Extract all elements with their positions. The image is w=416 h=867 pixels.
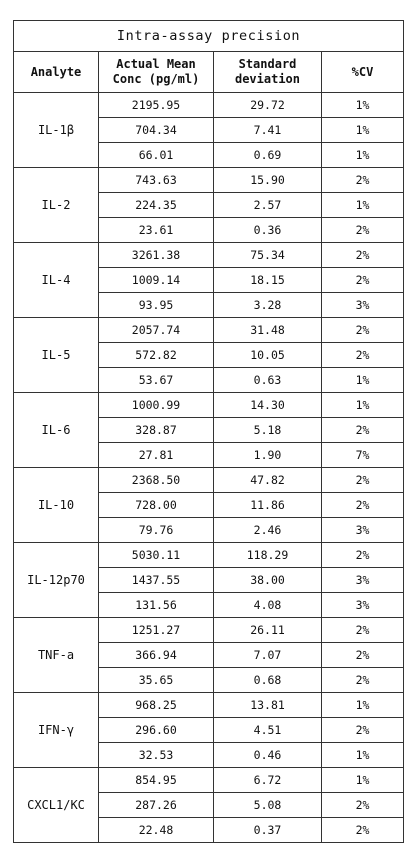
sd-cell: 7.41 [214,118,322,143]
table-row [14,468,404,493]
cv-cell: 3% [322,593,404,618]
sd-cell: 14.30 [214,393,322,418]
header-conc [99,52,214,93]
analyte-cell: IL-6 [14,393,99,468]
cv-cell: 1% [322,93,404,118]
sd-cell: 0.69 [214,143,322,168]
conc-cell: 743.63 [99,168,214,193]
table-row [14,543,404,568]
intra-assay-precision-table [13,20,404,843]
cv-cell: 1% [322,368,404,393]
cv-cell: 2% [322,218,404,243]
sd-cell: 47.82 [214,468,322,493]
cv-cell: 2% [322,643,404,668]
cv-cell: 2% [322,343,404,368]
table-row [14,393,404,418]
sd-cell: 31.48 [214,318,322,343]
table-row [14,768,404,793]
sd-cell: 4.08 [214,593,322,618]
sd-cell: 0.37 [214,818,322,843]
cv-cell: 2% [322,468,404,493]
sd-cell: 0.63 [214,368,322,393]
cv-cell: 1% [322,693,404,718]
table-row [14,693,404,718]
analyte-cell: IL-1β [14,93,99,168]
sd-cell: 18.15 [214,268,322,293]
cv-cell: 1% [322,768,404,793]
cv-cell: 2% [322,818,404,843]
conc-cell: 66.01 [99,143,214,168]
analyte-cell: IL-4 [14,243,99,318]
table-row [14,243,404,268]
conc-cell: 27.81 [99,443,214,468]
cv-cell: 2% [322,618,404,643]
sd-cell: 2.57 [214,193,322,218]
conc-cell: 22.48 [99,818,214,843]
sd-cell: 0.68 [214,668,322,693]
cv-cell: 2% [322,718,404,743]
cv-cell: 2% [322,168,404,193]
header-sd-line2: deviation [234,72,301,86]
cv-cell: 2% [322,268,404,293]
conc-cell: 23.61 [99,218,214,243]
table-row [14,618,404,643]
sd-cell: 118.29 [214,543,322,568]
analyte-cell: IL-10 [14,468,99,543]
table-row [14,318,404,343]
conc-cell: 32.53 [99,743,214,768]
header-analyte: Analyte [14,52,99,93]
sd-cell: 5.18 [214,418,322,443]
sd-cell: 6.72 [214,768,322,793]
table-title: Intra-assay precision [14,21,404,52]
conc-cell: 728.00 [99,493,214,518]
analyte-cell: IL-12p70 [14,543,99,618]
sd-cell: 0.46 [214,743,322,768]
table-title-row [14,21,404,52]
conc-cell: 1251.27 [99,618,214,643]
cv-cell: 1% [322,193,404,218]
conc-cell: 854.95 [99,768,214,793]
cv-cell: 1% [322,118,404,143]
sd-cell: 3.28 [214,293,322,318]
cv-cell: 2% [322,793,404,818]
cv-cell: 2% [322,418,404,443]
precision-table-container [13,20,403,843]
sd-cell: 1.90 [214,443,322,468]
header-cv: %CV [322,52,404,93]
conc-cell: 968.25 [99,693,214,718]
conc-cell: 1437.55 [99,568,214,593]
conc-cell: 2195.95 [99,93,214,118]
sd-cell: 15.90 [214,168,322,193]
cv-cell: 2% [322,243,404,268]
conc-cell: 296.60 [99,718,214,743]
header-sd [214,52,322,93]
conc-cell: 79.76 [99,518,214,543]
sd-cell: 29.72 [214,93,322,118]
sd-cell: 4.51 [214,718,322,743]
sd-cell: 26.11 [214,618,322,643]
header-sd-line1: Standard [238,57,297,71]
sd-cell: 75.34 [214,243,322,268]
cv-cell: 2% [322,668,404,693]
conc-cell: 35.65 [99,668,214,693]
analyte-cell: IFN-γ [14,693,99,768]
sd-cell: 0.36 [214,218,322,243]
sd-cell: 7.07 [214,643,322,668]
conc-cell: 1000.99 [99,393,214,418]
sd-cell: 11.86 [214,493,322,518]
conc-cell: 53.67 [99,368,214,393]
header-conc-line1: Actual Mean [116,57,196,71]
cv-cell: 1% [322,393,404,418]
conc-cell: 2368.50 [99,468,214,493]
cv-cell: 3% [322,293,404,318]
analyte-cell: TNF-a [14,618,99,693]
table-row [14,93,404,118]
sd-cell: 38.00 [214,568,322,593]
conc-cell: 287.26 [99,793,214,818]
cv-cell: 7% [322,443,404,468]
cv-cell: 2% [322,493,404,518]
cv-cell: 2% [322,318,404,343]
header-conc-line2: Conc (pg/ml) [112,72,200,86]
conc-cell: 3261.38 [99,243,214,268]
sd-cell: 13.81 [214,693,322,718]
cv-cell: 3% [322,518,404,543]
analyte-cell: CXCL1/KC [14,768,99,843]
conc-cell: 131.56 [99,593,214,618]
conc-cell: 704.34 [99,118,214,143]
conc-cell: 2057.74 [99,318,214,343]
sd-cell: 10.05 [214,343,322,368]
conc-cell: 93.95 [99,293,214,318]
sd-cell: 5.08 [214,793,322,818]
cv-cell: 3% [322,568,404,593]
conc-cell: 572.82 [99,343,214,368]
conc-cell: 224.35 [99,193,214,218]
cv-cell: 1% [322,143,404,168]
analyte-cell: IL-2 [14,168,99,243]
cv-cell: 1% [322,743,404,768]
table-row [14,168,404,193]
table-body [14,93,404,843]
analyte-cell: IL-5 [14,318,99,393]
conc-cell: 366.94 [99,643,214,668]
conc-cell: 5030.11 [99,543,214,568]
table-header-row [14,52,404,93]
cv-cell: 2% [322,543,404,568]
sd-cell: 2.46 [214,518,322,543]
conc-cell: 328.87 [99,418,214,443]
conc-cell: 1009.14 [99,268,214,293]
